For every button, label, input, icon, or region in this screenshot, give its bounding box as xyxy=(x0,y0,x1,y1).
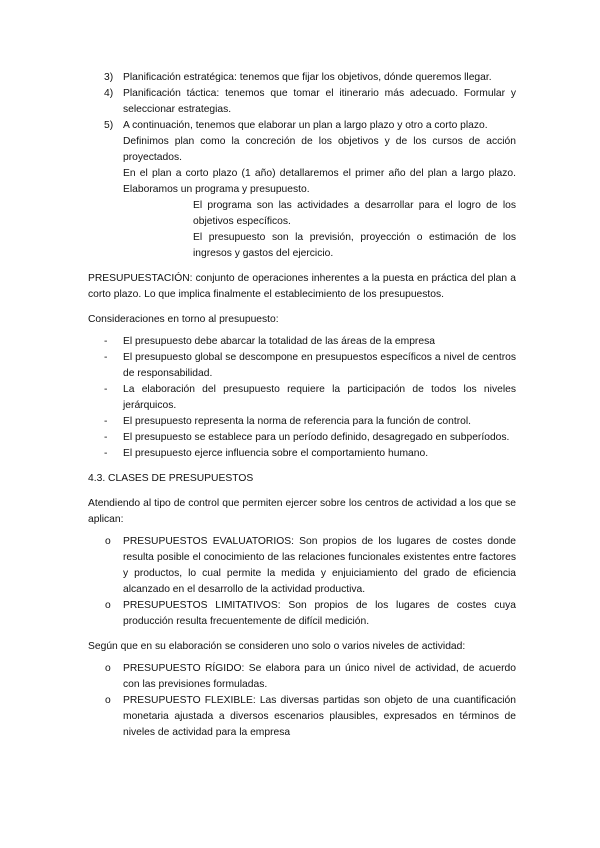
bullet-marker: o xyxy=(105,600,111,611)
sub-block xyxy=(123,198,516,262)
list-item xyxy=(88,661,516,693)
consideraciones-title: Consideraciones en torno al presupuesto: xyxy=(88,314,279,325)
list-item-text: El presupuesto se establece para un período definido, desagregado en subperíodos. xyxy=(123,432,510,443)
dash-marker: - xyxy=(104,416,108,427)
list-item-text: PRESUPUESTOS EVALUATORIOS: Son propios de los lugares de costes donde resulta posible el conocimiento de las relaciones funcionales existentes entre factores y productos, lo cual permite la medida y enjuiciamiento del grado de eficiencia alcanzado en el desarrollo de la actividad productiva. xyxy=(123,536,516,595)
control-intro: Atendiendo al tipo de control que permiten ejercer sobre los centros de actividad a los que se aplican: xyxy=(88,498,516,525)
nivel-list xyxy=(88,661,516,741)
bullet-marker: o xyxy=(105,663,111,674)
list-item xyxy=(88,446,516,462)
list-item-text: El presupuesto debe abarcar la totalidad de las áreas de la empresa xyxy=(123,336,435,347)
list-item-text: El presupuesto global se descompone en presupuestos específicos a nivel de centros de responsabilidad. xyxy=(123,352,516,379)
list-item xyxy=(88,693,516,741)
page-content xyxy=(88,70,516,741)
list-item-text: PRESUPUESTO FLEXIBLE: Las diversas partidas son objeto de una cuantificación monetaria ajustada a diversos escenarios plausibles, expresados en términos de niveles de actividad para la empresa xyxy=(123,695,516,738)
list-item-text: PRESUPUESTOS LIMITATIVOS: Son propios de los lugares de costes cuya producción resulta frecuentemente de difícil medición. xyxy=(123,600,516,627)
numbered-item-3 xyxy=(88,70,516,86)
item-number: 5) xyxy=(104,120,114,131)
programa-definition: El programa son las actividades a desarrollar para el logro de los objetivos específicos. xyxy=(193,200,516,227)
dash-marker: - xyxy=(104,336,108,347)
item-text: Planificación táctica: tenemos que tomar el itinerario más adecuado. Formular y seleccionar estrategias. xyxy=(123,88,516,115)
plan-definition: Definimos plan como la concreción de los objetivos y de los cursos de acción proyectados. xyxy=(123,136,516,163)
list-item-text: La elaboración del presupuesto requiere la participación de todos los niveles jerárquicos. xyxy=(123,384,516,411)
bullet-marker: o xyxy=(105,695,111,706)
numbered-item-4 xyxy=(88,86,516,118)
item-text: Planificación estratégica: tenemos que fijar los objetivos, dónde queremos llegar. xyxy=(123,72,492,83)
dash-marker: - xyxy=(104,384,108,395)
list-item xyxy=(88,382,516,414)
list-item xyxy=(88,598,516,630)
presupuestacion-paragraph: PRESUPUESTACIÓN: conjunto de operaciones inherentes a la puesta en práctica del plan a corto plazo. Lo que implica finalmente el establecimiento de los presupuestos. xyxy=(88,273,516,300)
dash-marker: - xyxy=(104,432,108,443)
numbered-list xyxy=(88,70,516,262)
list-item xyxy=(88,534,516,598)
short-term-plan: En el plan a corto plazo (1 año) detallaremos el primer año del plan a largo plazo. Elaboramos un programa y presupuesto. xyxy=(123,168,516,195)
item-number: 3) xyxy=(104,72,114,83)
list-item-text: El presupuesto ejerce influencia sobre el comportamiento humano. xyxy=(123,448,429,459)
list-item-text: PRESUPUESTO RÍGIDO: Se elabora para un único nivel de actividad, de acuerdo con las previsiones formuladas. xyxy=(123,663,516,690)
item-text: A continuación, tenemos que elaborar un plan a largo plazo y otro a corto plazo. xyxy=(123,120,488,131)
consideraciones-list xyxy=(88,334,516,462)
list-item xyxy=(88,430,516,446)
nivel-intro: Según que en su elaboración se consideren uno solo o varios niveles de actividad: xyxy=(88,641,466,652)
control-list xyxy=(88,534,516,630)
dash-marker: - xyxy=(104,352,108,363)
item-number: 4) xyxy=(104,88,114,99)
section-heading: 4.3. CLASES DE PRESUPUESTOS xyxy=(88,473,254,484)
list-item xyxy=(88,350,516,382)
bullet-marker: o xyxy=(105,536,111,547)
dash-marker: - xyxy=(104,448,108,459)
list-item-text: El presupuesto representa la norma de referencia para la función de control. xyxy=(123,416,472,427)
numbered-item-5 xyxy=(88,118,516,262)
presupuesto-definition: El presupuesto son la previsión, proyección o estimación de los ingresos y gastos del ejercicio. xyxy=(193,232,516,259)
list-item xyxy=(88,334,516,350)
list-item xyxy=(88,414,516,430)
